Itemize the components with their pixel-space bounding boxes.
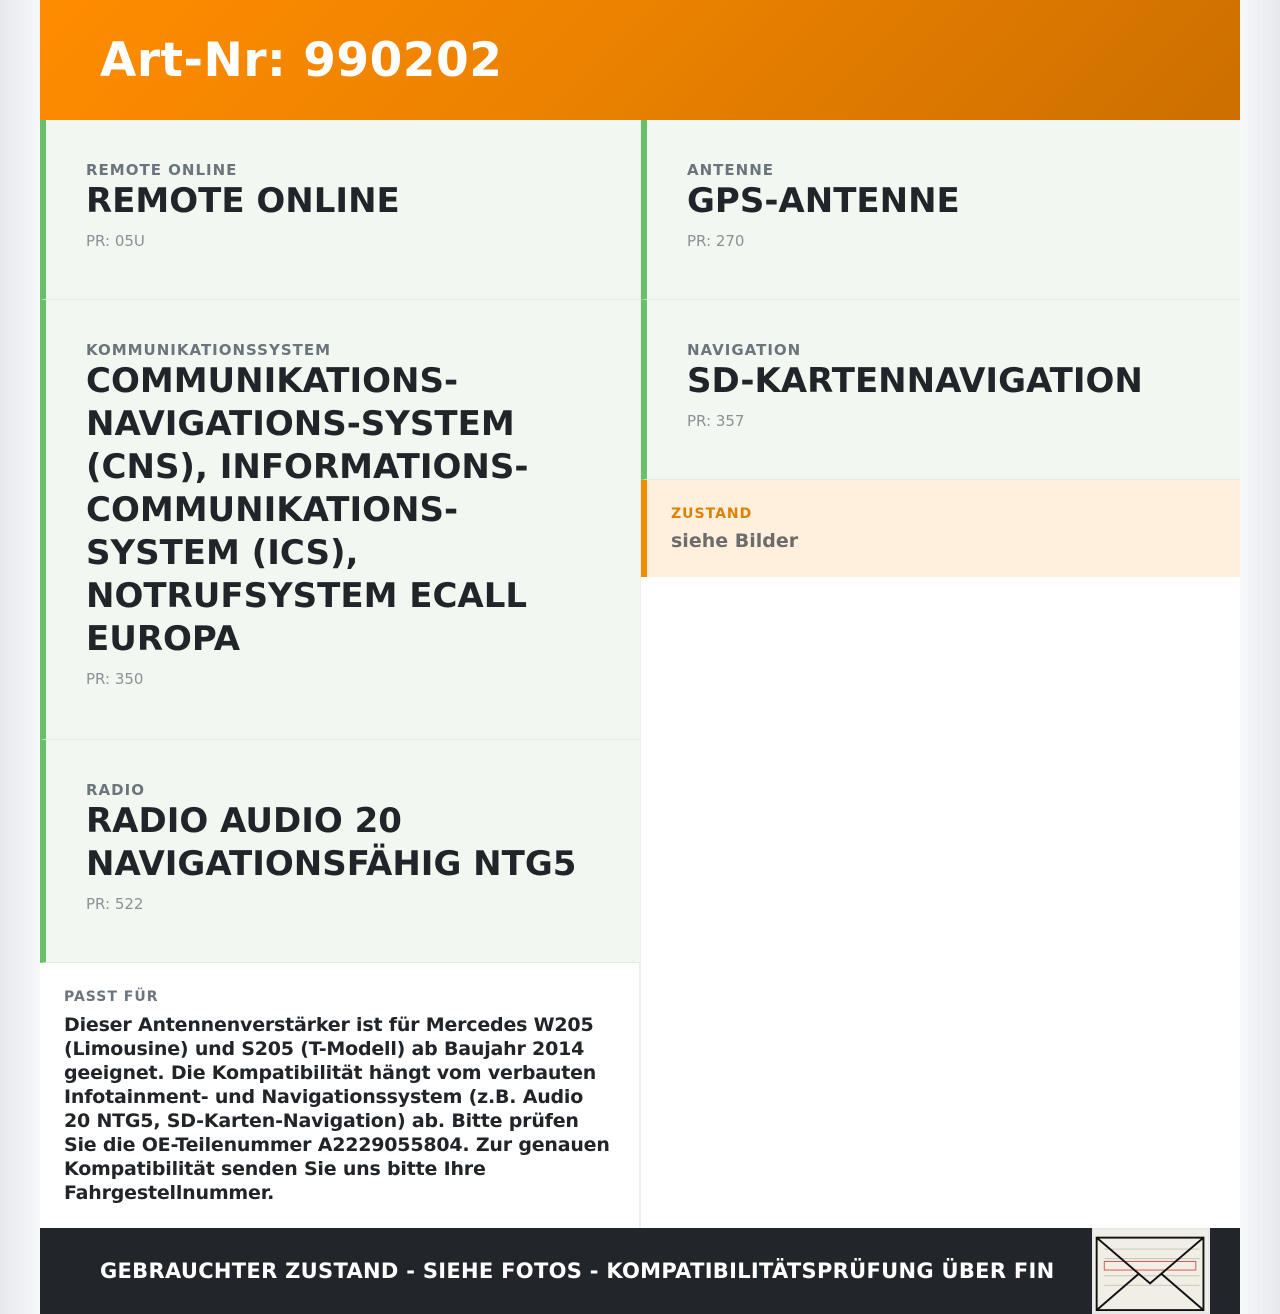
feature-value: GPS-ANTENNE <box>687 181 960 221</box>
feature-value: COMMUNIKATIONS-NAVIGATIONS-SYSTEM (CNS), INFORMATIONS-COMMUNIKATIONS-SYSTEM (ICS), NOTRUFSYSTEM ECALL EUROPA <box>86 361 529 659</box>
left-column <box>40 120 640 1228</box>
feature-card-antenne <box>641 120 1240 300</box>
condition-text: siehe Bilder <box>671 530 799 552</box>
feature-pr-code: PR: 05U <box>86 232 145 250</box>
condition-box <box>641 480 1240 577</box>
feature-category: KOMMUNIKATIONSSYSTEM <box>86 341 332 359</box>
broken-image-icon <box>1094 1230 1208 1312</box>
feature-value: SD-KARTENNAVIGATION <box>687 361 1143 401</box>
feature-pr-code: PR: 357 <box>687 412 745 430</box>
feature-value: RADIO AUDIO 20 NAVIGATIONSFÄHIG NTG5 <box>86 801 577 884</box>
feature-card-remote-online <box>40 120 640 300</box>
feature-category: NAVIGATION <box>687 341 802 359</box>
feature-category: REMOTE ONLINE <box>86 161 238 179</box>
feature-pr-code: PR: 270 <box>687 232 745 250</box>
footer-bar <box>40 1228 1240 1314</box>
feature-card-kommunikationssystem <box>40 300 640 740</box>
compatibility-label: PASST FÜR <box>64 989 159 1005</box>
vehicle-document-thumbnail[interactable] <box>1092 1228 1210 1314</box>
header-banner <box>40 0 1240 120</box>
feature-category: ANTENNE <box>687 161 774 179</box>
feature-card-navigation <box>641 300 1240 480</box>
right-column <box>640 120 1240 1228</box>
condition-label: ZUSTAND <box>671 506 753 522</box>
feature-value: REMOTE ONLINE <box>86 181 400 221</box>
product-sheet <box>40 0 1240 1314</box>
compatibility-section <box>40 963 640 1228</box>
article-number-title: Art-Nr: 990202 <box>100 32 503 88</box>
feature-card-radio <box>40 740 640 963</box>
compatibility-text: Dieser Antennenverstärker ist für Mercedes W205 (Limousine) und S205 (T-Modell) ab Baujahr 2014 geeignet. Die Kompatibilität hängt vom verbauten Infotainment- und Navigationssystem (z.B. Audio 20 NTG5, SD-Karten-Navigation) ab. Bitte prüfen Sie die OE-Teilenummer A2229055804. Zur genauen Kompatibilität senden Sie uns bitte Ihre Fahrgestellnummer. <box>64 1014 610 1204</box>
feature-grid <box>40 120 1240 1228</box>
feature-pr-code: PR: 522 <box>86 895 144 913</box>
footer-text: GEBRAUCHTER ZUSTAND - SIEHE FOTOS - KOMPATIBILITÄTSPRÜFUNG ÜBER FIN <box>100 1259 1055 1283</box>
feature-pr-code: PR: 350 <box>86 670 144 688</box>
feature-category: RADIO <box>86 781 145 799</box>
